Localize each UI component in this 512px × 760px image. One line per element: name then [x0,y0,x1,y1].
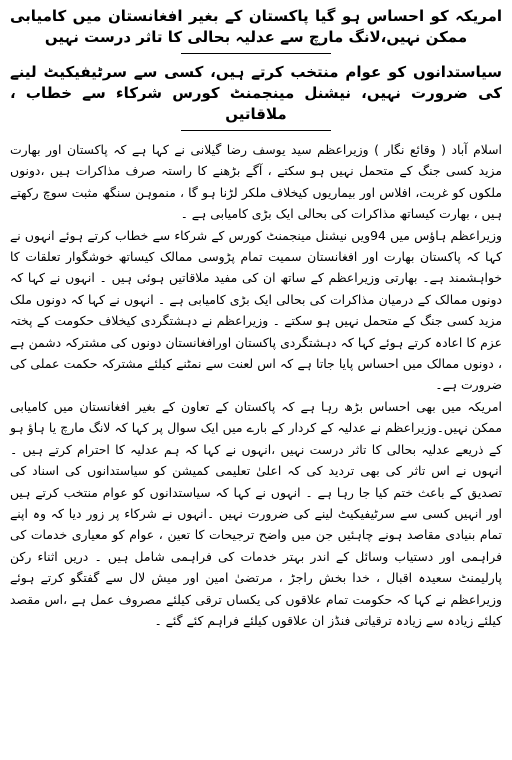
headline-divider [181,53,331,54]
headline: امریکہ کو احساس ہو گیا پاکستان کے بغیر افغانستان میں کامیابی ممکن نہیں،لانگ مارچ سے عدلیہ بحالی کا تاثر درست نہیں [10,7,502,46]
article-paragraph: اسلام آباد ( وقائع نگار ) وزیراعظم سید یوسف رضا گیلانی نے کہا ہے کہ پاکستان اور بھارت مزید کسی جنگ کے متحمل نہیں ہو سکتے ، آگے بڑھنے کا راستہ صرف مذاکرات ہیں ،دونوں ملکوں کو غربت، افلاس اور بیماریوں کیخلاف ملکر لڑنا ہو گا ، منموہن سنگھ مثبت سوچ رکھتے ہیں ، بھارت کیساتھ مذاکرات کی بحالی ایک بڑی کامیابی ہے ۔ [10,142,502,222]
article-body [10,139,502,631]
subheadline: سیاستدانوں کو عوام منتخب کرتے ہیں، کسی سے سرٹیفیکیٹ لینے کی ضرورت نہیں، نیشنل مینجمنٹ کورس شرکاء سے خطاب ، ملاقاتیں [10,63,502,123]
article-paragraph: وزیراعظم ہاؤس میں 94ویں نیشنل مینجمنٹ کورس کے شرکاء سے خطاب کرتے ہوئے انہوں نے کہا کہ پاکستان بھارت اور افغانستان سمیت تمام پڑوسی ممالک کیساتھ خوشگوار تعلقات کا خواہشمند ہے۔ بھارتی وزیراعظم کے ساتھ ان کی مفید ملاقاتیں ہوئی ہیں ۔ انہوں نے کہا کہ دونوں ممالک کے درمیان مذاکرات کی بحالی ایک بڑی کامیابی ہے ۔ انہوں نے کہا کہ دونوں ملک مزید کسی جنگ کے متحمل نہیں ہو سکتے ۔ وزیراعظم نے دہشتگردی کیخلاف حکومت کے پختہ عزم کا اعادہ کرتے ہوئے کہا کہ دہشتگردی پاکستان اورافغانستان دونوں کی مشترکہ دشمن ہے ، دونوں ممالک میں احساس پایا جاتا ہے کہ اس لعنت سے نمٹنے کیلئے مشترکہ حکمت عملی کی ضرورت ہے۔ [10,227,502,393]
article-paragraph: امریکہ میں بھی احساس بڑھ رہا ہے کہ پاکستان کے تعاون کے بغیر افغانستان میں کامیابی ممکن نہیں۔وزیراعظم نے عدلیہ کے کردار کے بارے میں ایک سوال پر کہا کہ لانگ مارچ یا ہاؤ ہو کے ذریعے عدلیہ بحالی کا تاثر درست نہیں ،انہوں نے کہا کہ ہم عدلیہ کا احترام کرتے ہیں ۔ انہوں نے اس تاثر کی بھی تردید کی کہ اعلیٰ تعلیمی کمیشن کو سیاستدانوں کی اسناد کی تصدیق کے باعث ختم کیا جا رہا ہے ۔ انہوں نے کہا کہ سیاستدانوں کو عوام منتخب کرتے ہیں اور انہیں کسی سے سرٹیفیکیٹ لینے کی ضرورت نہیں ۔انہوں نے شرکاء پر زور دیا کہ وہ اپنے تمام بنیادی مقاصد ہونے چاہئیں جن میں واضح ترجیحات کا تعین ، عوام کو معیاری خدمات کی فراہمی اور دستیاب وسائل کے اندر بہتر خدمات کی فراہمی شامل ہیں ۔ دریں اثناء رکن پارلیمنٹ سعیدہ اقبال ، خدا بخش راجڑ ، مرتضیٰ امین اور میش لال سے گفتگو کرتے ہوئے وزیراعظم نے کہا کہ حکومت تمام علاقوں کی یکساں ترقی کیلئے مصروف عمل ہے ،اس مقصد کیلئے زیادہ سے زیادہ ترقیاتی فنڈز ان علاقوں کیلئے فراہم کئے گئے ۔ [10,398,502,628]
subheadline-divider [181,130,331,131]
